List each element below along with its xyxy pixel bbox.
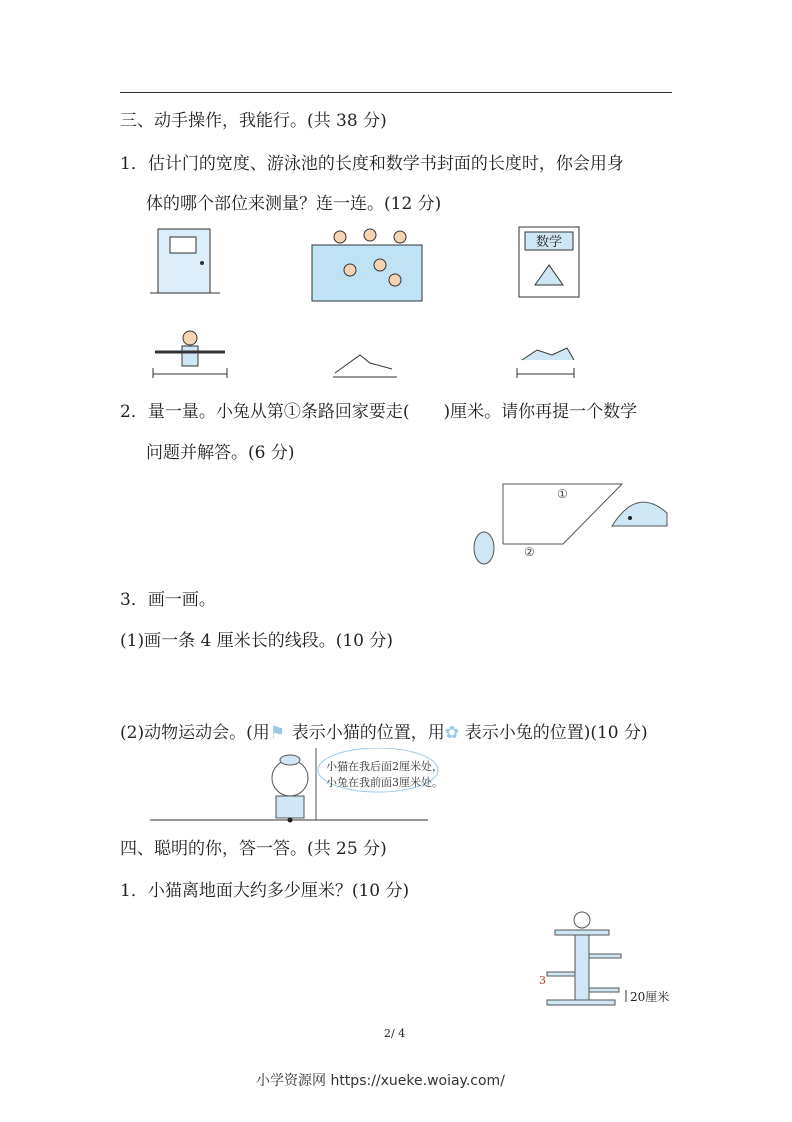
q3-part2-b: 表示小猫的位置，用	[291, 723, 445, 743]
shelf-label: 3	[539, 974, 546, 987]
page-number: 2/ 4	[384, 1027, 406, 1040]
path-2-label: ②	[524, 545, 535, 559]
q3-part2-c: 表示小兔的位置)(10 分)	[464, 723, 648, 743]
top-rule	[120, 92, 672, 93]
q1-line1: 1．估计门的宽度、游泳池的长度和数学书封面的长度时，你会用身	[120, 154, 624, 174]
q3-part1: (1)画一条 4 厘米长的线段。(10 分)	[120, 631, 394, 651]
q2-line1: 2．量一量。小兔从第①条路回家要走( )厘米。请你再提一个数学	[120, 402, 638, 422]
foot-step-image	[512, 330, 582, 380]
s4-q1: 1．小猫离地面大约多少厘米？(10 分)	[120, 881, 410, 901]
door-image	[150, 225, 220, 297]
bubble-line1: 小猫在我后面2厘米处，	[326, 760, 443, 773]
q3-part2-a: (2)动物运动会。(用	[120, 723, 270, 743]
bubble-line2: 小兔在我前面3厘米处。	[326, 776, 443, 789]
q2-line2: 问题并解答。(6 分)	[146, 443, 295, 463]
section3-title: 三、动手操作，我能行。(共 38 分)	[120, 111, 387, 131]
q3-title: 3．画一画。	[120, 590, 216, 610]
rabbit-path-diagram	[462, 478, 677, 570]
section4-title: 四、聪明的你，答一答。(共 25 分)	[120, 839, 387, 859]
book-label: 数学	[535, 235, 563, 250]
flag-icon: ⚑	[269, 723, 285, 743]
q3-part2	[120, 718, 648, 743]
arms-span-image	[150, 330, 230, 380]
math-book-image	[515, 225, 585, 300]
measure-label: 20厘米	[630, 990, 670, 1004]
footer-link[interactable]: 小学资源网 https://xueke.woiay.com/	[256, 1073, 505, 1089]
hand-span-image	[330, 345, 400, 380]
swimming-pool-image	[310, 225, 425, 303]
path-1-label: ①	[557, 487, 568, 501]
cat-tree-diagram	[535, 910, 675, 1010]
q1-line2: 体的哪个部位来测量？连一连。(12 分)	[146, 194, 442, 214]
pinwheel-icon: ✿	[444, 723, 459, 743]
